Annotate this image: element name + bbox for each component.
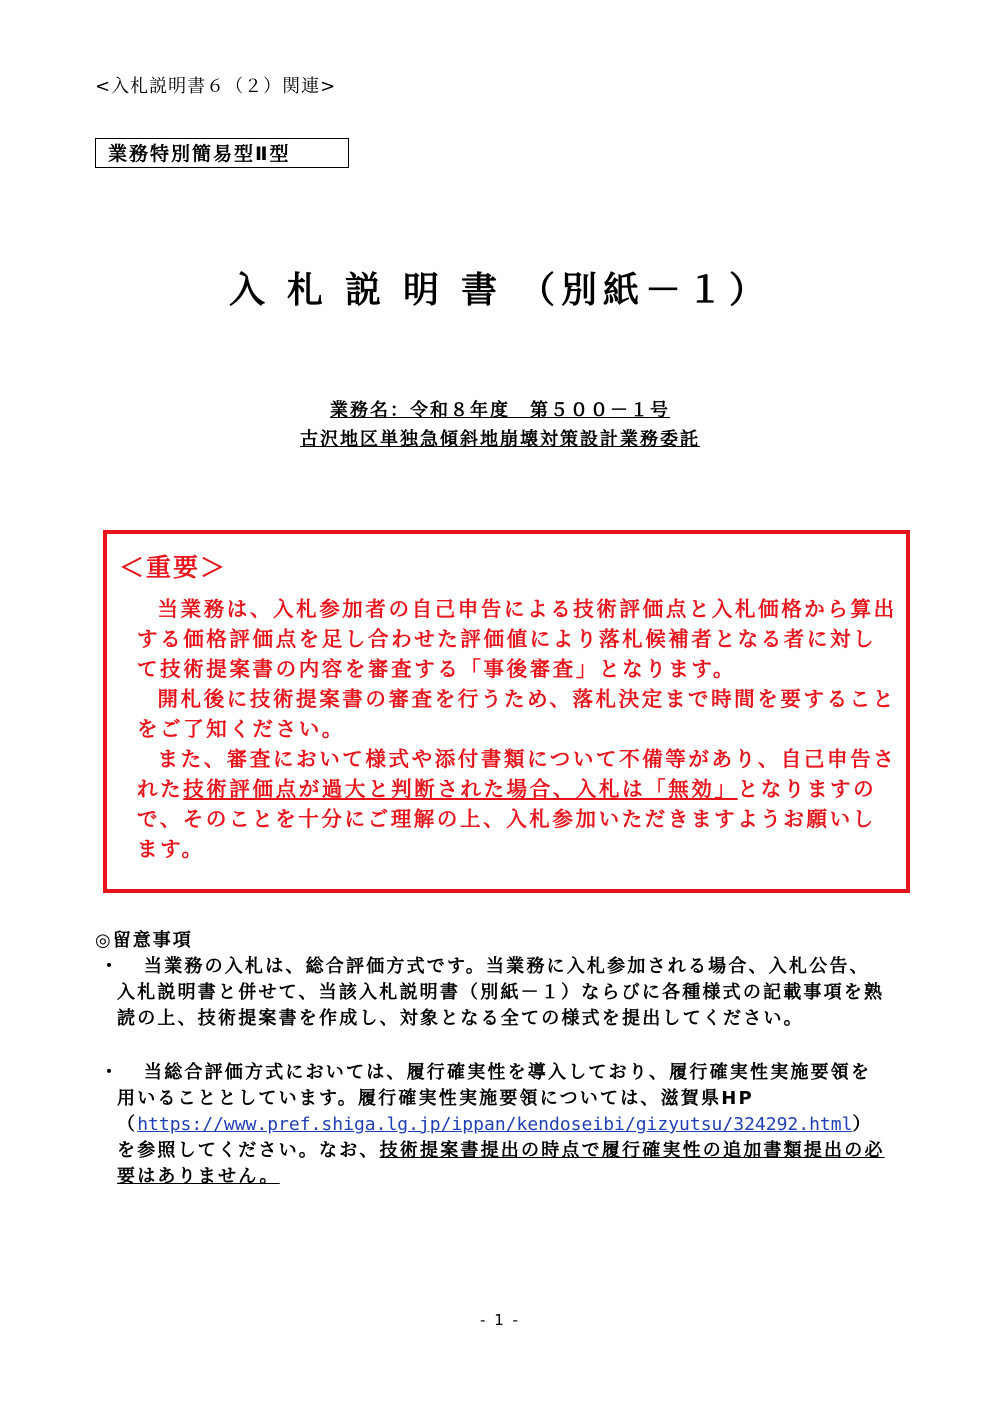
notice-paragraph-3: また、審査において様式や添付書類について不備等があり、自己申告された技術評価点が過大と判断された場合、入札は「無効」となりますので、そのことを十分にご理解の上、入札参加いただきますようお願いします。 — [137, 747, 897, 861]
project-number: 業務名：令和８年度 第５００－１号 — [330, 400, 670, 421]
document-title — [0, 262, 1000, 313]
reference-note: <入札説明書６（２）関連> — [95, 76, 337, 97]
title-main: 入札説明書 — [228, 270, 519, 311]
bullet: ・ — [100, 1062, 121, 1083]
notice-heading: ＜重要＞ — [119, 553, 228, 582]
note-text-2: 当総合評価方式においては、履行確実性を導入しており、履行確実性実施要領を用いることとしています。履行確実性実施要領については、滋賀県HP（https://www.pref.shiga.lg.jp/ippan/kendoseibi/gizyutsu/324292.html）を参照してください。なお、技術提案書提出の時点で履行確実性の追加書類提出の必要はありません。 — [117, 1062, 885, 1187]
shiga-pref-link[interactable]: https://www.pref.shiga.lg.jp/ippan/kendoseibi/gizyutsu/324292.html — [137, 1114, 853, 1135]
notice-body — [137, 594, 897, 864]
invalid-warning: 技術評価点が過大と判断された場合、入札は「無効」 — [183, 777, 738, 801]
important-notice-box — [103, 530, 910, 893]
page-number: - 1 - — [480, 1311, 520, 1329]
no-additional-docs-note: 技術提案書提出の時点で履行確実性の追加書類提出の必要はありません。 — [117, 1140, 885, 1187]
notes-heading: ◎留意事項 — [95, 930, 193, 951]
bullet: ・ — [100, 956, 121, 977]
contract-type-label: 業務特別簡易型Ⅱ型 — [95, 138, 349, 168]
notice-paragraph-1: 当業務は、入札参加者の自己申告による技術評価点と入札価格から算出する価格評価点を足し合わせた評価値により落札候補者となる者に対して技術提案書の内容を審査する「事後審査」となります。 — [137, 597, 897, 681]
note-text-1: 当業務の入札は、総合評価方式です。当業務に入札参加される場合、入札公告、入札説明書と併せて、当該入札説明書（別紙－１）ならびに各種様式の記載事項を熟読の上、技術提案書を作成し、対象となる全ての様式を提出してください。 — [117, 956, 885, 1029]
project-name: 古沢地区単独急傾斜地崩壊対策設計業務委託 — [300, 429, 700, 450]
notice-paragraph-2: 開札後に技術提案書の審査を行うため、落札決定まで時間を要することをご了知ください。 — [137, 687, 896, 741]
title-sub: （別紙－１） — [519, 270, 772, 311]
